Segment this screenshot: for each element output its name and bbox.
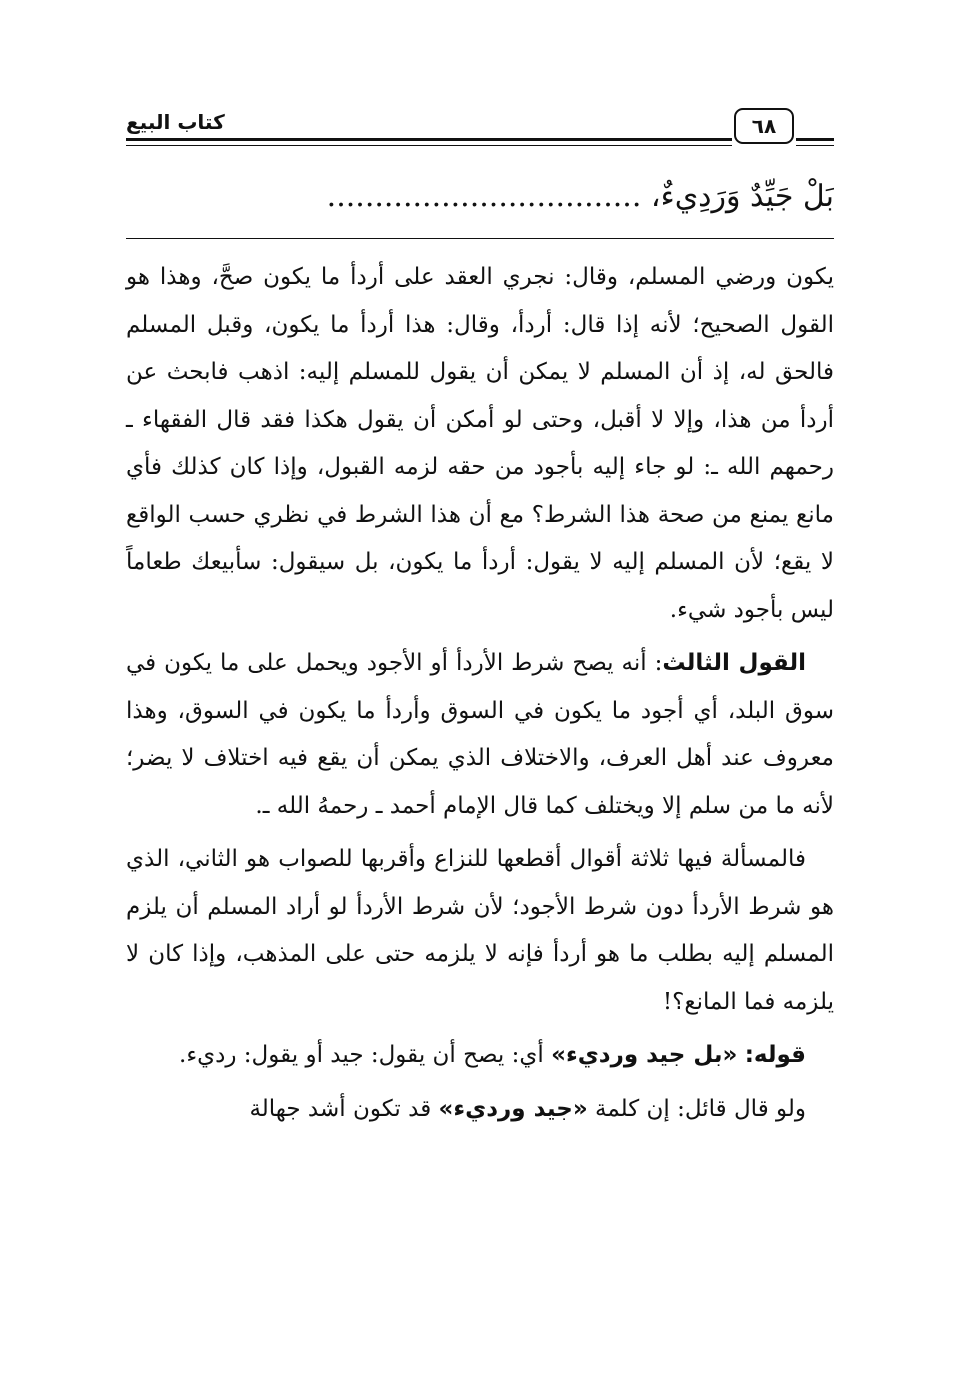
paragraph-4-text: أي: يصح أن يقول: جيد أو يقول: رديء.: [179, 1042, 552, 1068]
paragraph-1: يكون ورضي المسلم، وقال: نجري العقد على أردأ ما يكون صحَّ، وهذا هو القول الصحيح؛ لأنه إذا قال: أردأ، وقال: هذا أردأ ما يكون، وقبل المسلم فالحق له، إذ أن المسلم لا يمكن أن يقول للمسلم إليه: اذهب فابحث عن أردأ من هذا، وإلا لا أقبل، وحتى لو أمكن أن يقول هكذا فقد قال الفقهاء ـ رحمهم الله ـ: لو جاء إليه بأجود من حقه لزمه القبول، وإذا كان كذلك فأي مانع يمنع من صحة هذا الشرط؟ مع أن هذا الشرط في نظري حسب الواقع لا يقع؛ لأن المسلم إليه لا يقول: أردأ ما يكون، بل سيقول: سأبيعك طعاماً ليس بأجود شيء.: [126, 264, 834, 623]
paragraph-2: [126, 640, 834, 830]
header-rule-thin: [126, 145, 732, 146]
header-rule-right: [796, 138, 834, 141]
book-title: كتاب البيع: [126, 110, 225, 134]
paragraph-5: [126, 1086, 834, 1134]
paragraph-5-quote: «جيد ورديء»: [438, 1095, 588, 1122]
paragraph-4-heading: قوله:: [744, 1042, 806, 1068]
paragraph-2-text: : أنه يصح شرط الأردأ أو الأجود ويحمل على ما يكون في سوق البلد، أي أجود ما يكون في السوق وأردأ ما يكون في السوق، وهذا معروف عند أهل العرف، والاختلاف الذي يمكن أن يقع فيه اختلاف لا يضر؛ لأنه ما من سلم إلا ويختلف كما قال الإمام أحمد ـ رحمهُ الله ـ.: [126, 650, 834, 819]
paragraph-5-start: ولو قال قائل: إن كلمة: [587, 1095, 806, 1122]
running-header: [126, 108, 834, 154]
page-number: ٦٨: [734, 108, 794, 144]
paragraph-3: فالمسألة فيها ثلاثة أقوال أقطعها للنزاع وأقربها للصواب هو الثاني، الذي هو شرط الأردأ دون شرط الأجود؛ لأن شرط الأردأ لو أراد المسلم أن يلزم المسلم إليه بطلب ما هو أردأ فإنه لا يلزمه حتى على المذهب، وإذا كان لا يلزمه فما المانع؟!: [126, 846, 834, 1015]
matn-text: بَلْ جَيِّدٌ وَرَدِيءٌ، .................................: [326, 179, 834, 214]
commentary-body: [126, 254, 834, 1139]
paragraph-5-text: قد تكون أشد جهالة: [249, 1095, 439, 1122]
paragraph-4-quote: «بل جيد ورديء»: [551, 1042, 738, 1068]
paragraph-4: [126, 1032, 834, 1080]
header-rule: [126, 138, 732, 141]
header-rule-right-thin: [796, 145, 834, 146]
paragraph-2-heading: القول الثالث: [662, 650, 806, 676]
matn-separator: [126, 238, 834, 239]
